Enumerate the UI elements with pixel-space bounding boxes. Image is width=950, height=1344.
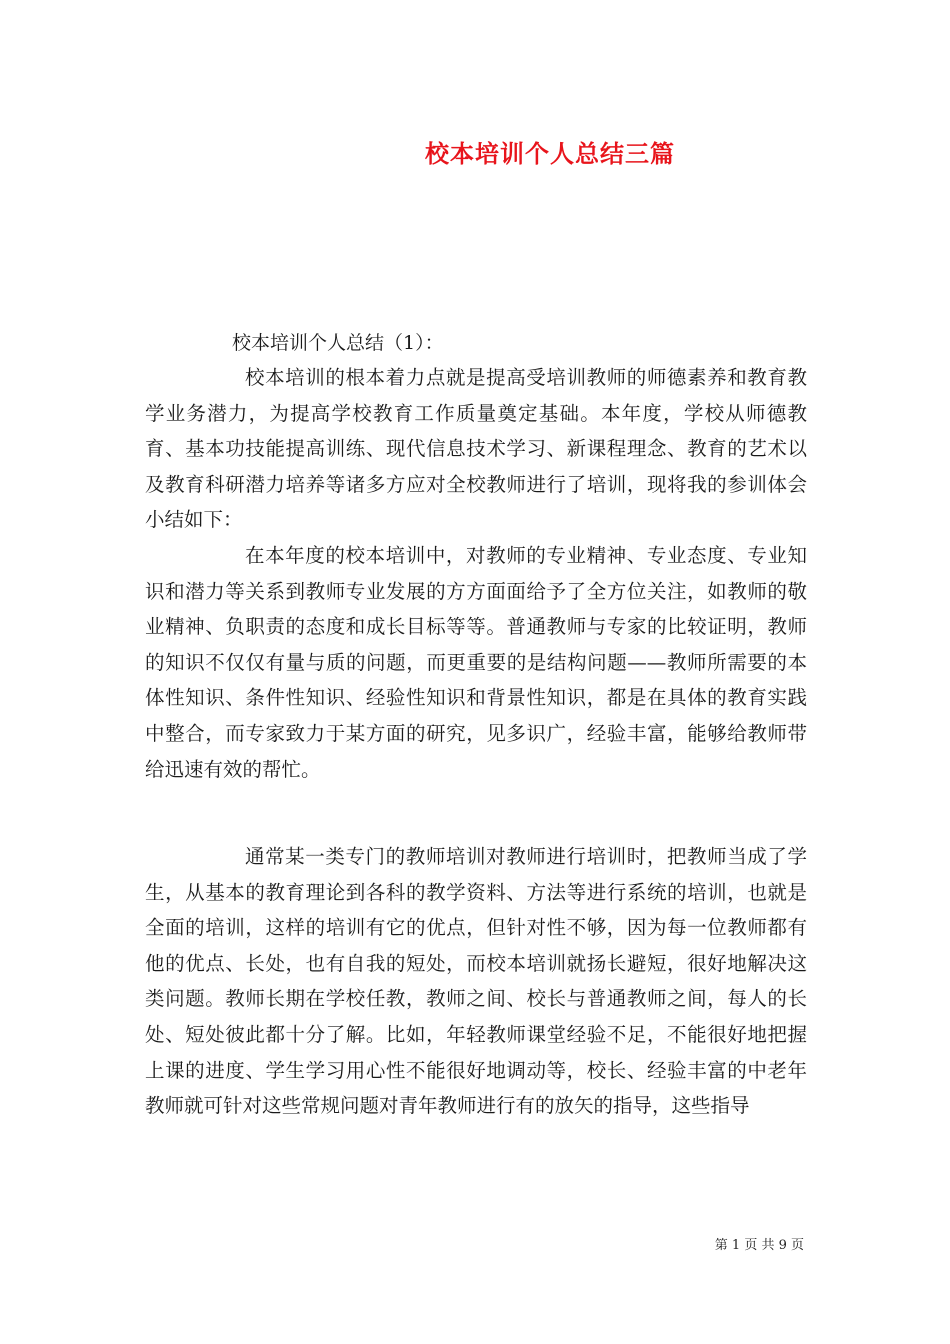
document-title: 校本培训个人总结三篇 <box>425 139 675 168</box>
page-number-footer: 第 1 页 共 9 页 <box>714 1238 804 1253</box>
paragraph-3: 通常某一类专门的教师培训对教师进行培训时，把教师当成了学生，从基本的教育理论到各科的教学资料、方法等进行系统的培训，也就是全面的培训，这样的培训有它的优点，但针对性不够，因为每一位教师都有他的优点、长处，也有自我的短处，而校本培训就扬长避短，很好地解决这类问题。教师长期在学校任教，教师之间、校长与普通教师之间，每人的长处、短处彼此都十分了解。比如，年轻教师课堂经验不足，不能很好地把握上课的进度、学生学习用心性不能很好地调动等，校长、经验丰富的中老年教师就可针对这些常规问题对青年教师进行有的放矢的指导，这些指导 <box>145 845 807 1118</box>
paragraph-2: 在本年度的校本培训中，对教师的专业精神、专业态度、专业知识和潜力等关系到教师专业发展的方方面面给予了全方位关注，如教师的敬业精神、负职责的态度和成长目标等等。普通教师与专家的比较证明，教师的知识不仅仅有量与质的问题，而更重要的是结构问题——教师所需要的本体性知识、条件性知识、经验性知识和背景性知识，都是在具体的教育实践中整合，而专家致力于某方面的研究，见多识广，经验丰富，能够给教师带给迅速有效的帮忙。 <box>145 544 807 781</box>
section-heading: 校本培训个人总结（1）： <box>232 332 444 354</box>
paragraph-1: 校本培训的根本着力点就是提高受培训教师的师德素养和教育教学业务潜力，为提高学校教育工作质量奠定基础。本年度，学校从师德教育、基本功技能提高训练、现代信息技术学习、新课程理念、教育的艺术以及教育科研潜力培养等诸多方应对全校教师进行了培训，现将我的参训体会小结如下： <box>145 366 807 532</box>
